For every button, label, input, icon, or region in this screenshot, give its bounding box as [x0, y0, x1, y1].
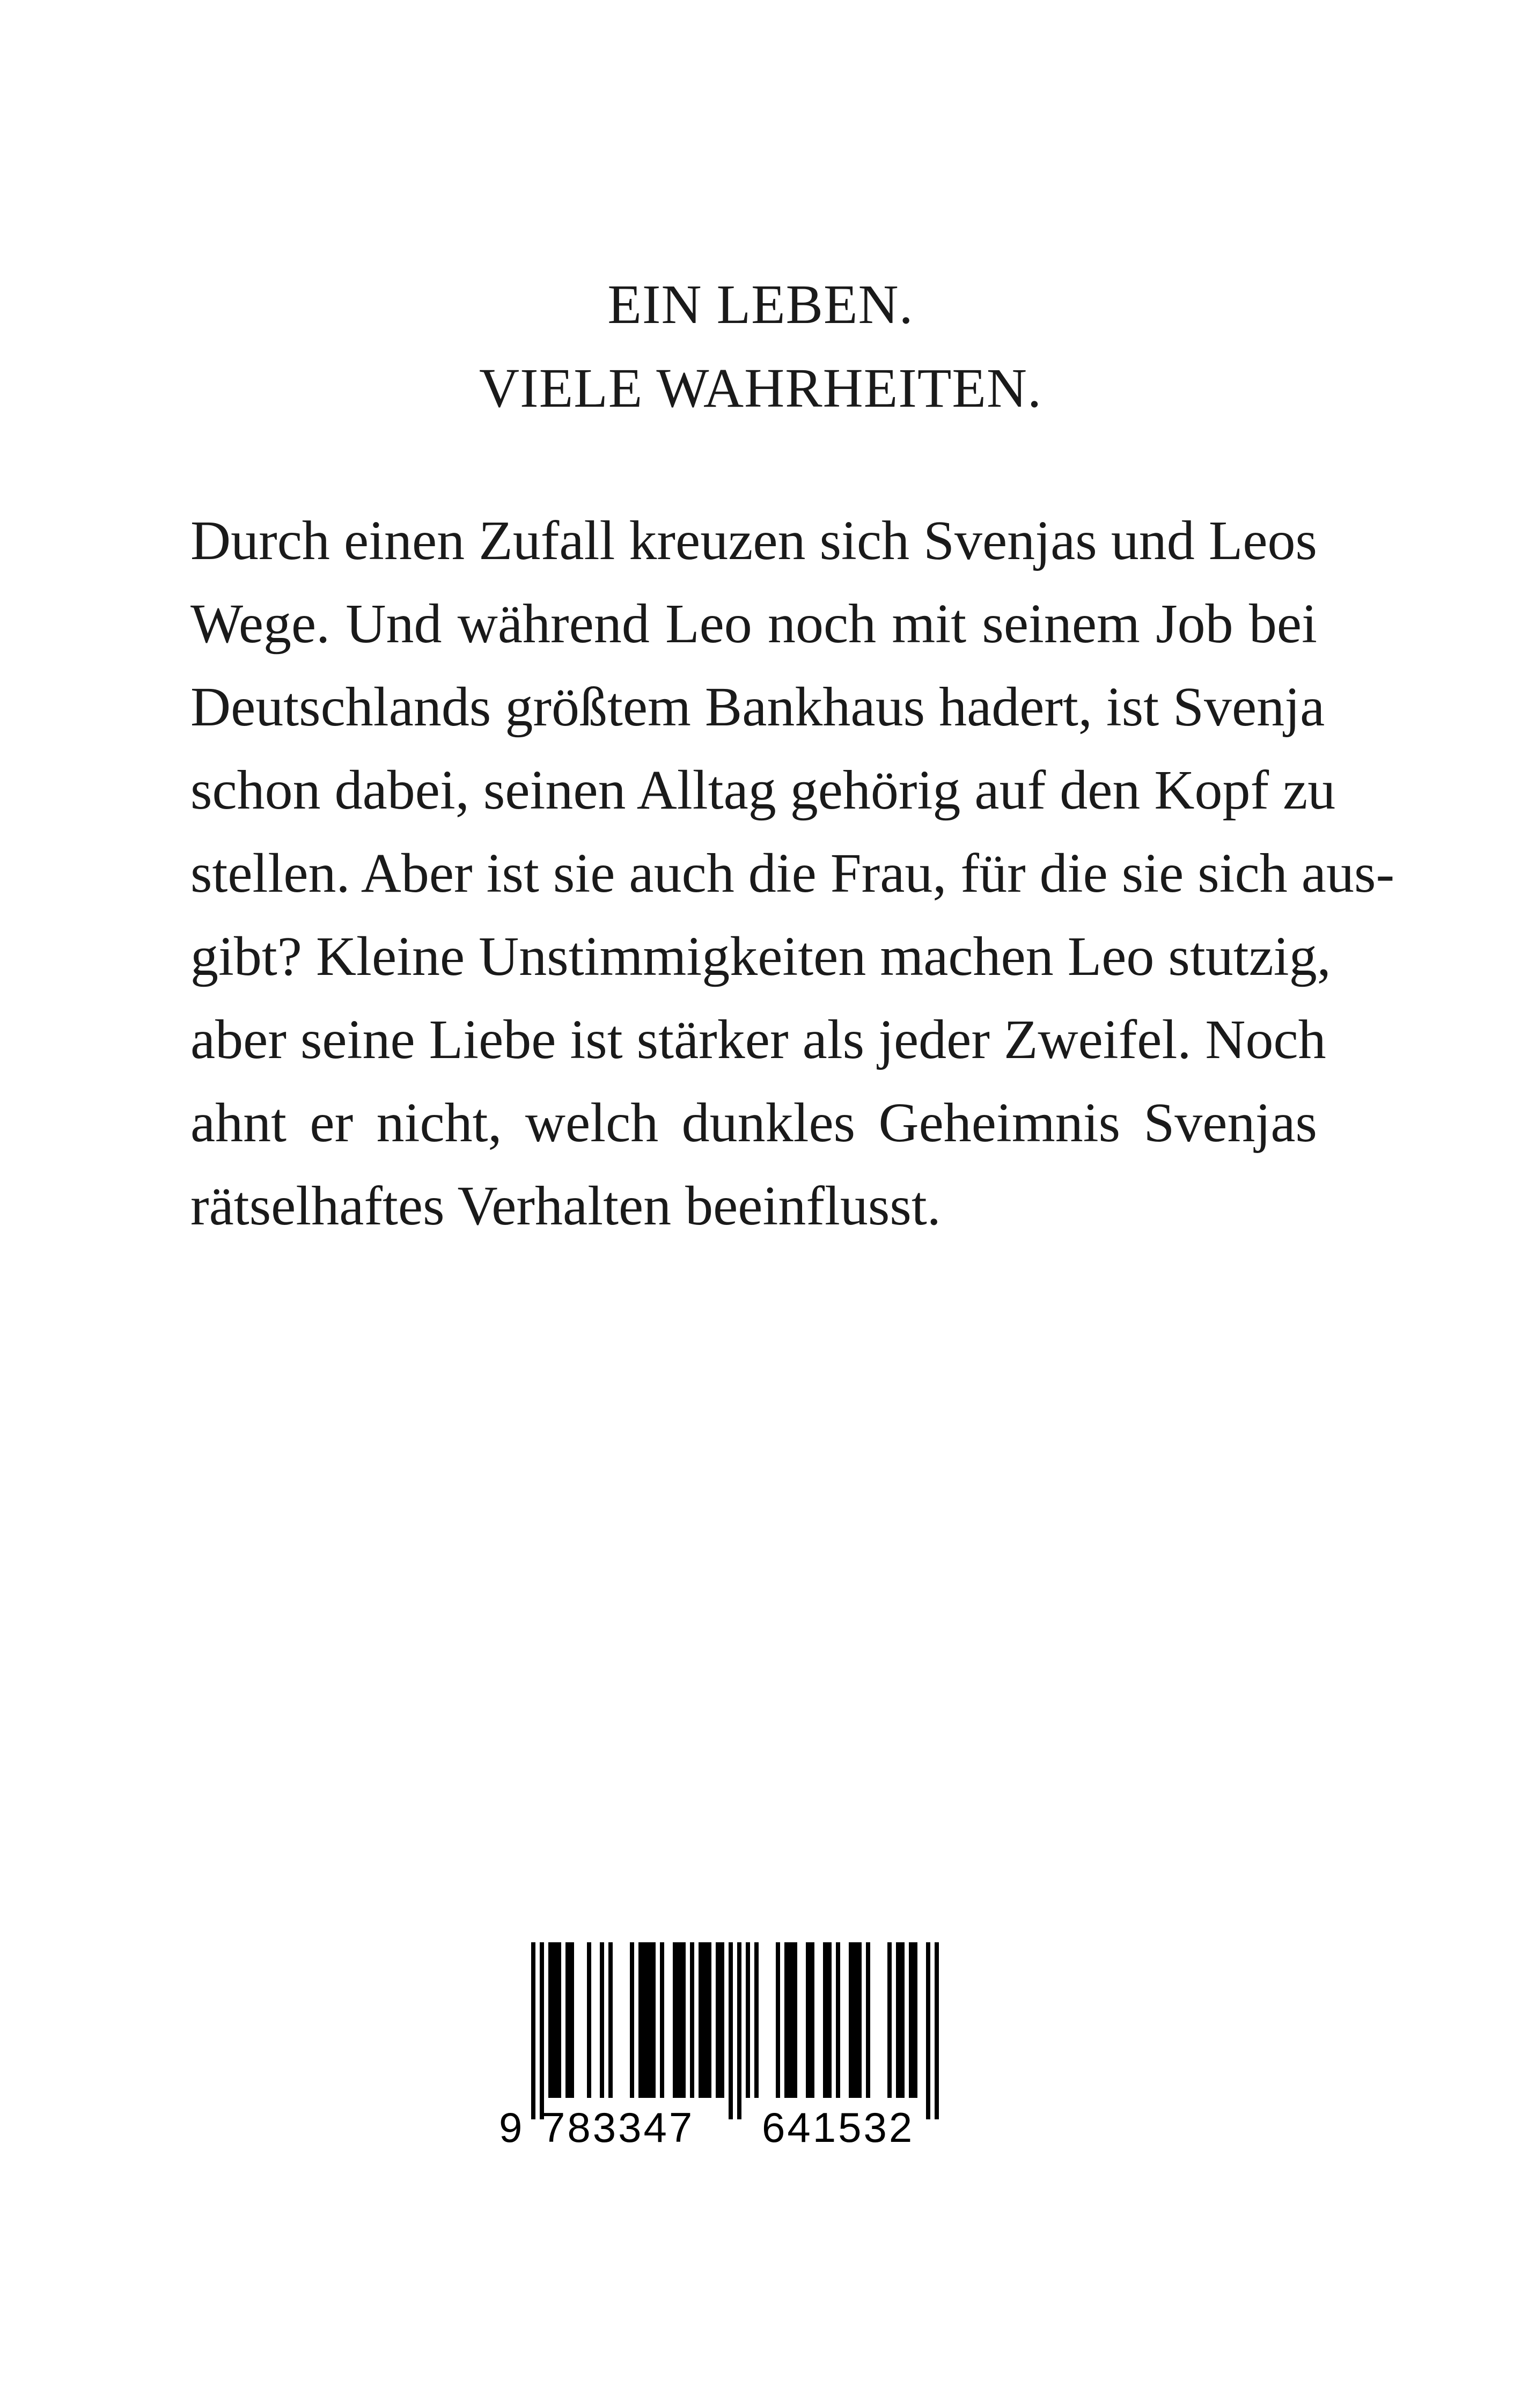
blurb-line: gibt? Kleine Unstimmigkeiten machen Leo stutzig, [190, 926, 1331, 987]
barcode-bar [806, 1942, 810, 2098]
barcode-bar [638, 1942, 643, 2098]
headline [0, 263, 1521, 430]
barcode-lead-digit: 9 [499, 2104, 525, 2151]
barcode-bar [909, 1942, 913, 2098]
headline-line-1: EIN LEBEN. [607, 274, 914, 335]
barcode [499, 1942, 993, 2157]
barcode-bar [699, 1942, 703, 2098]
barcode-bar [553, 1942, 557, 2098]
barcode-bar [887, 1942, 892, 2098]
barcode-bar [926, 1942, 930, 2119]
barcode-bar [643, 1942, 647, 2098]
barcode-bar [737, 1942, 741, 2119]
barcode-bar [793, 1942, 797, 2098]
barcode-bar [900, 1942, 905, 2098]
barcode-bar [866, 1942, 870, 2098]
barcode-bar [600, 1942, 604, 2098]
barcode-bar [660, 1942, 664, 2098]
barcode-bar [557, 1942, 561, 2098]
barcode-bar [810, 1942, 814, 2098]
blurb-line: Deutschlands größtem Bankhaus hadert, ist Svenja [190, 676, 1325, 738]
barcode-bar [913, 1942, 917, 2098]
blurb-line: rätselhaftes Verhalten beeinflusst. [190, 1175, 941, 1237]
barcode-bar [720, 1942, 724, 2098]
barcode-bar [565, 1942, 570, 2098]
barcode-bar [570, 1942, 574, 2098]
blurb-line: Durch einen Zufall kreuzen sich Svenjas und Leos [190, 510, 1317, 571]
barcode-bar [784, 1942, 789, 2098]
barcode-right-group: 641532 [762, 2104, 915, 2151]
barcode-bar [857, 1942, 862, 2098]
headline-line-2: VIELE WAHRHEITEN. [479, 357, 1042, 419]
barcode-bar [853, 1942, 857, 2098]
barcode-bar [789, 1942, 793, 2098]
blurb-line: aber seine Liebe ist stärker als jeder Zweifel. Noch [190, 1009, 1326, 1070]
barcode-bar [690, 1942, 694, 2098]
blurb-line: stellen. Aber ist sie auch die Frau, für die sie sich aus- [190, 842, 1395, 904]
barcode-bar [754, 1942, 759, 2098]
barcode-bar [703, 1942, 707, 2098]
barcode-bar [677, 1942, 681, 2098]
barcode-bar [729, 1942, 733, 2119]
barcode-bar [836, 1942, 840, 2098]
barcode-bar [896, 1942, 900, 2098]
blurb-line: Wege. Und während Leo noch mit seinem Job bei [190, 593, 1317, 655]
barcode-bar [716, 1942, 720, 2098]
barcode-bar [935, 1942, 939, 2119]
barcode-bar [531, 1942, 535, 2119]
barcode-bar [681, 1942, 686, 2098]
blurb-line: ahnt er nicht, welch dunkles Geheimnis Svenjas [190, 1092, 1317, 1154]
barcode-bar [587, 1942, 591, 2098]
barcode-bar [849, 1942, 853, 2098]
barcode-bar [746, 1942, 750, 2098]
barcode-bar [548, 1942, 553, 2098]
blurb-paragraph [190, 499, 1395, 1247]
barcode-bar [651, 1942, 656, 2098]
barcode-bar [608, 1942, 613, 2098]
barcode-left-group: 783347 [542, 2104, 695, 2151]
barcode-bar [540, 1942, 544, 2119]
barcode-bar [823, 1942, 827, 2098]
barcode-bar [707, 1942, 711, 2098]
barcode-bar [776, 1942, 780, 2098]
barcode-bar [827, 1942, 832, 2098]
blurb-line: schon dabei, seinen Alltag gehörig auf den Kopf zu [190, 759, 1336, 821]
barcode-bar [673, 1942, 677, 2098]
barcode-bar [647, 1942, 651, 2098]
barcode-bar [630, 1942, 634, 2098]
